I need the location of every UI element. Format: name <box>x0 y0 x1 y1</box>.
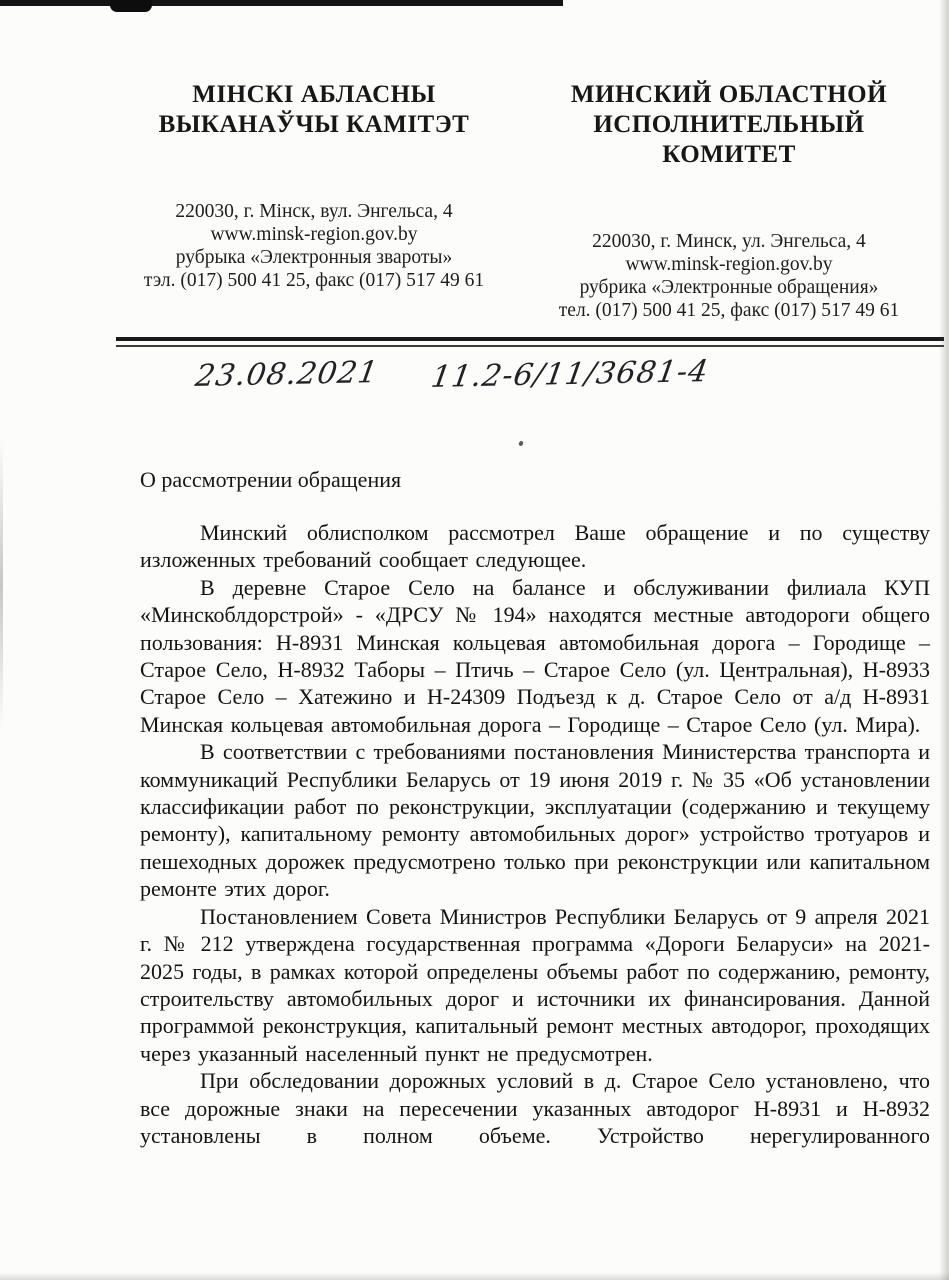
org-name-belarusian <box>128 80 500 140</box>
org-name-line1: МИНСКИЙ ОБЛАСТНОЙ <box>570 81 888 108</box>
org-name-line2: ВЫКАНАЎЧЫ КАМІТЭТ <box>158 111 470 138</box>
body-paragraph-3: В соответствии с требованиями постановления Министерства транспорта и коммуникаций Республики Беларусь от 19 июня 2019 г. № 35 «Об установлении классификации работ по реконструкции, эксплуатации (содержанию и текущему ремонту), капитальному ремонту автомобильных дорог» устройство тротуаров и пешеходных дорожек предусмотрено только при реконструкции или капитальном ремонте этих дорог. <box>140 739 930 902</box>
body-paragraph-5: При обследовании дорожных условий в д. Старое Село установлено, что все дорожные знаки на пересечении указанных автодорог Н-8931 и Н-8932 установлены в полном объеме. Устройство нерегулированного <box>140 1068 930 1148</box>
website-url: www.minsk-region.gov.by <box>210 224 418 245</box>
website-url: www.minsk-region.gov.by <box>625 254 833 275</box>
address-line: рубрыка «Электронныя звароты» <box>175 247 453 268</box>
subject-line: О рассмотрении обращения <box>140 467 402 492</box>
address-line: 220030, г. Мінск, вул. Энгельса, 4 <box>175 201 453 222</box>
body-paragraph-1: Минский облисполком рассмотрел Ваше обращение и по существу изложенных требований сообщает следующее. <box>140 520 930 573</box>
body-paragraph-2: В деревне Старое Село на балансе и обслуживании филиала КУП «Минскоблдорстрой» - «ДРСУ № 194» находятся местные автодороги общего пользования: Н-8931 Минская кольцевая автомобильная дорога – Городище – Старое Село, Н-8932 Таборы – Птичь – Старое Село (ул. Центральная), Н-8933 Старое Село – Хатежино и Н-24309 Подъезд к д. Старое Село от а/д Н-8931 Минская кольцевая автомобильная дорога – Городище – Старое Село (ул. Мира). <box>140 574 930 737</box>
registration-line <box>192 354 949 397</box>
address-block-russian <box>531 230 927 322</box>
org-name-line1: МІНСКІ АБЛАСНЫ <box>192 81 436 108</box>
org-name-russian <box>531 80 927 170</box>
scan-artifact-speck <box>518 440 523 446</box>
letterhead-belarusian <box>128 80 500 322</box>
letterhead-russian <box>531 80 927 322</box>
org-name-line2: ИСПОЛНИТЕЛЬНЫЙ КОМИТЕТ <box>593 111 865 168</box>
address-line: 220030, г. Минск, ул. Энгельса, 4 <box>592 231 866 252</box>
handwritten-reference-number: 11.2-6/11/3681-4 <box>428 354 711 395</box>
scan-artifact-right-edge <box>939 0 949 1280</box>
letter-body <box>140 519 930 1149</box>
address-line: рубрика «Электронные обращения» <box>579 277 879 298</box>
scan-artifact-bottom-edge <box>0 1272 949 1280</box>
body-paragraph-4: Постановлением Совета Министров Республики Беларусь от 9 апреля 2021 г. № 212 утверждена государственная программа «Дороги Беларуси» на 2021-2025 годы, в рамках которой определены объемы работ по содержанию, ремонту, строительству автомобильных дорог и источники их финансирования. Данной программой реконструкция, капитальный ремонт местных автодорог, проходящих через указанный населенный пункт не предусмотрен. <box>140 903 930 1066</box>
scan-artifact-top-bar <box>0 0 563 6</box>
address-block-belarusian <box>128 200 500 292</box>
phone-line: тэл. (017) 500 41 25, факс (017) 517 49 61 <box>143 270 485 291</box>
handwritten-date: 23.08.2021 <box>192 355 381 394</box>
scan-artifact-blob <box>110 0 152 12</box>
letterhead <box>0 0 949 322</box>
letterhead-divider-rule <box>116 337 944 347</box>
phone-line: тел. (017) 500 41 25, факс (017) 517 49 61 <box>558 300 900 321</box>
scan-artifact-left-streak <box>0 440 3 730</box>
